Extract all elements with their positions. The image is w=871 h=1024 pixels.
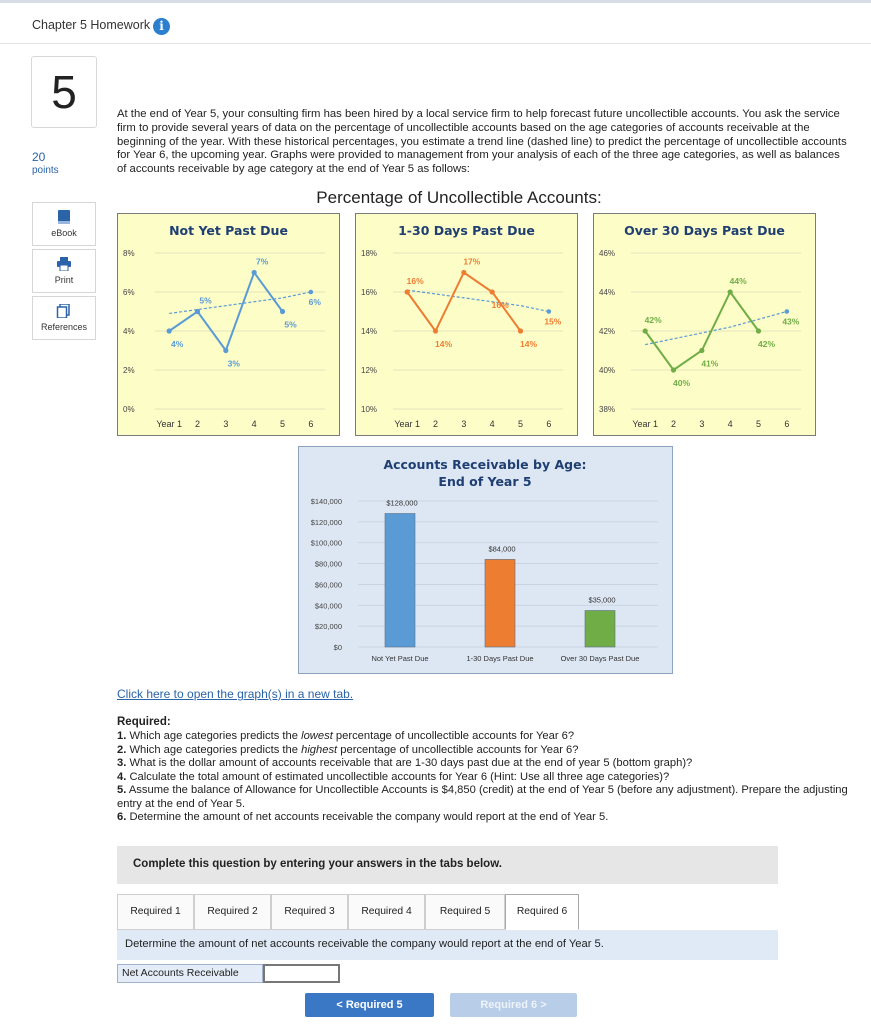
data-label: 16%	[491, 300, 509, 310]
tab-required-2[interactable]: Required 2	[194, 894, 271, 930]
required-item: 5. Assume the balance of Allowance for Uncollectible Accounts is $4,850 (credit) at the end of Year 5 (before any adjustment). Prepare the adjusting entry at the end of Year 5.	[117, 784, 848, 810]
chevron-right-icon: >	[540, 999, 547, 1011]
trend-label: 43%	[782, 316, 800, 327]
y-tick-label: 38%	[599, 405, 616, 414]
net-ar-label: Net Accounts Receivable	[117, 964, 263, 983]
x-tick-label: 3	[461, 419, 467, 429]
y-tick-label: $40,000	[314, 601, 342, 611]
data-label: 5%	[284, 319, 297, 330]
ebook-button[interactable]	[32, 202, 96, 246]
line-chart-over-30-days-past-due	[593, 213, 816, 436]
x-tick-label: 2	[194, 419, 201, 429]
data-label: 7%	[256, 256, 269, 267]
x-tick-label: 6	[308, 419, 314, 429]
bar	[585, 611, 615, 648]
data-point	[490, 289, 495, 294]
top-border	[0, 0, 871, 8]
chart-title: 1-30 Days Past Due	[398, 223, 535, 238]
data-point	[433, 328, 438, 333]
y-tick-label: 18%	[361, 249, 378, 258]
x-tick-label: 4	[251, 419, 257, 429]
y-tick-label: $100,000	[310, 538, 342, 548]
data-point	[671, 367, 676, 372]
charts-title: Percentage of Uncollectible Accounts:	[316, 188, 602, 207]
x-tick-label: 2	[432, 419, 439, 429]
trend-end-point	[547, 309, 552, 314]
category-label: Not Yet Past Due	[371, 654, 429, 663]
tab-required-4[interactable]: Required 4	[348, 894, 425, 930]
trend-end-point	[309, 290, 314, 295]
data-point	[699, 348, 704, 353]
x-tick-label: Year 1	[156, 419, 183, 429]
print-label: Print	[54, 275, 74, 285]
y-tick-label: $20,000	[314, 622, 342, 632]
chart-title: Over 30 Days Past Due	[624, 223, 785, 238]
open-graph-link[interactable]: Click here to open the graph(s) in a new tab.	[117, 687, 354, 701]
y-tick-label: 16%	[361, 288, 378, 297]
y-tick-label: $80,000	[314, 559, 342, 569]
bar-chart-accounts-receivable	[298, 446, 673, 674]
data-label: 4%	[171, 339, 184, 349]
data-point	[643, 328, 648, 333]
required-item: 4. Calculate the total amount of estimated uncollectible accounts for Year 6 (Hint: Use all three age categories)?	[117, 770, 670, 783]
instructions-box	[117, 846, 778, 884]
data-label: 5%	[199, 295, 212, 306]
tab-required-6[interactable]: Required 6	[505, 894, 579, 930]
assignment-title: Chapter 5 Homework	[32, 18, 151, 32]
x-tick-label: 6	[784, 419, 790, 429]
references-label: References	[40, 322, 88, 332]
category-label: 1-30 Days Past Due	[466, 654, 534, 663]
x-tick-label: 5	[517, 419, 524, 429]
required-item: 1. Which age categories predicts the lowest percentage of uncollectible accounts for Year 6?	[117, 730, 575, 742]
y-tick-label: $140,000	[310, 497, 342, 506]
y-tick-label: 0%	[123, 405, 135, 414]
references-button[interactable]	[32, 296, 96, 340]
y-tick-label: 44%	[599, 288, 616, 297]
data-point	[280, 309, 285, 314]
data-point	[461, 270, 466, 275]
data-point	[195, 309, 200, 314]
required-item: 6. Determine the amount of net accounts receivable the company would report at the end of Year 5.	[117, 811, 609, 823]
y-tick-label: 14%	[361, 327, 378, 336]
tab-required-3[interactable]: Required 3	[271, 894, 348, 930]
data-label: 44%	[729, 276, 747, 286]
bar	[485, 559, 515, 647]
problem-intro: At the end of Year 5, your consulting firm has been hired by a local service firm to help forecast future uncollectible accounts. You ask the service firm to provide several years of data on the percentage of uncollectible accounts based on the age categories of accounts receivable at the beginning of the year. With these historical percentages, you estimate a trend line (dashed line) to predict the percentage of uncollectible accounts for Year 6, the upcoming year. Graphs were provided to management from your analysis of each of the three age categories, as well as balances of accounts receivable by age category at the end of Year 5 as follows:	[117, 108, 847, 176]
line-chart-1-30-days-past-due	[355, 213, 578, 436]
data-point	[405, 289, 410, 294]
chart-background	[118, 214, 340, 436]
y-tick-label: $120,000	[310, 517, 342, 527]
tab-required-5[interactable]: Required 5	[425, 894, 505, 930]
required-item: 3. What is the dollar amount of accounts receivable that are 1-30 days past due at the end of year 5 (bottom graph)?	[117, 757, 693, 769]
chart-title: Not Yet Past Due	[169, 223, 288, 238]
bar	[385, 514, 415, 647]
required-heading: Required:	[117, 716, 171, 728]
book-icon	[56, 210, 72, 224]
ebook-label: eBook	[51, 228, 77, 238]
y-tick-label: 2%	[123, 366, 135, 375]
tab-required-1[interactable]: Required 1	[117, 894, 194, 930]
data-point	[518, 328, 523, 333]
data-label: 42%	[757, 339, 776, 349]
data-label: 40%	[672, 378, 691, 388]
data-point	[756, 328, 761, 333]
assignment-header	[0, 8, 871, 44]
data-label: 16%	[406, 276, 424, 286]
data-point	[223, 348, 228, 353]
x-tick-label: Year 1	[394, 419, 421, 429]
category-label: Over 30 Days Past Due	[560, 654, 640, 663]
required-list	[117, 730, 857, 825]
print-button[interactable]	[32, 249, 96, 293]
y-tick-label: 8%	[123, 249, 135, 258]
instructions-text: Complete this question by entering your answers in the tabs below.	[133, 858, 502, 870]
printer-icon	[56, 257, 72, 271]
panel-question-text: Determine the amount of net accounts receivable the company would report at the end of Year 5.	[125, 938, 604, 950]
points-label: points	[32, 165, 59, 176]
bar-value-label: $35,000	[588, 595, 616, 605]
x-tick-label: 3	[223, 419, 229, 429]
data-label: 14%	[434, 339, 453, 349]
data-point	[167, 328, 172, 333]
trend-label: 6%	[308, 297, 321, 307]
y-tick-label: $0	[333, 643, 342, 652]
data-point	[252, 270, 257, 275]
net-ar-input[interactable]	[263, 964, 340, 983]
x-tick-label: 5	[279, 419, 286, 429]
y-tick-label: 4%	[123, 327, 135, 336]
data-label: 42%	[644, 315, 662, 325]
x-tick-label: 5	[755, 419, 762, 429]
next-required-button[interactable]	[450, 993, 577, 1017]
info-circle-icon[interactable]: i	[153, 18, 170, 35]
question-number: 5	[31, 56, 97, 128]
y-tick-label: 6%	[123, 288, 135, 297]
data-label: 41%	[701, 358, 719, 369]
x-tick-label: Year 1	[632, 419, 659, 429]
data-point	[728, 289, 733, 294]
y-tick-label: 10%	[361, 405, 378, 414]
required-item: 2. Which age categories predicts the highest percentage of uncollectible accounts for Year 6?	[117, 743, 579, 756]
y-tick-label: 12%	[361, 366, 378, 375]
trend-label: 15%	[544, 316, 562, 327]
line-chart-not-yet-past-due	[117, 213, 340, 436]
x-tick-label: 4	[489, 419, 495, 429]
x-tick-label: 6	[546, 419, 552, 429]
x-tick-label: 3	[699, 419, 705, 429]
y-tick-label: $60,000	[314, 580, 342, 590]
data-label: 17%	[463, 256, 481, 267]
trend-end-point	[785, 309, 790, 314]
points-value: 20	[32, 150, 46, 164]
x-tick-label: 2	[670, 419, 677, 429]
tab-panel	[117, 930, 778, 960]
chevron-left-icon: <	[336, 999, 343, 1011]
bar-value-label: $128,000	[386, 498, 418, 508]
x-tick-label: 4	[727, 419, 733, 429]
data-label: 14%	[519, 339, 538, 349]
copy-documents-icon	[56, 304, 72, 318]
prev-required-button[interactable]	[305, 993, 434, 1017]
data-label: 3%	[227, 358, 240, 369]
y-tick-label: 46%	[599, 249, 616, 258]
y-tick-label: 42%	[599, 327, 616, 336]
bar-value-label: $84,000	[488, 544, 516, 554]
chart-subtitle: End of Year 5	[438, 474, 532, 489]
chart-title: Accounts Receivable by Age:	[383, 457, 587, 472]
y-tick-label: 40%	[599, 366, 616, 375]
next-button-label: Required 6	[480, 999, 538, 1011]
prev-button-label: Required 5	[345, 999, 403, 1011]
